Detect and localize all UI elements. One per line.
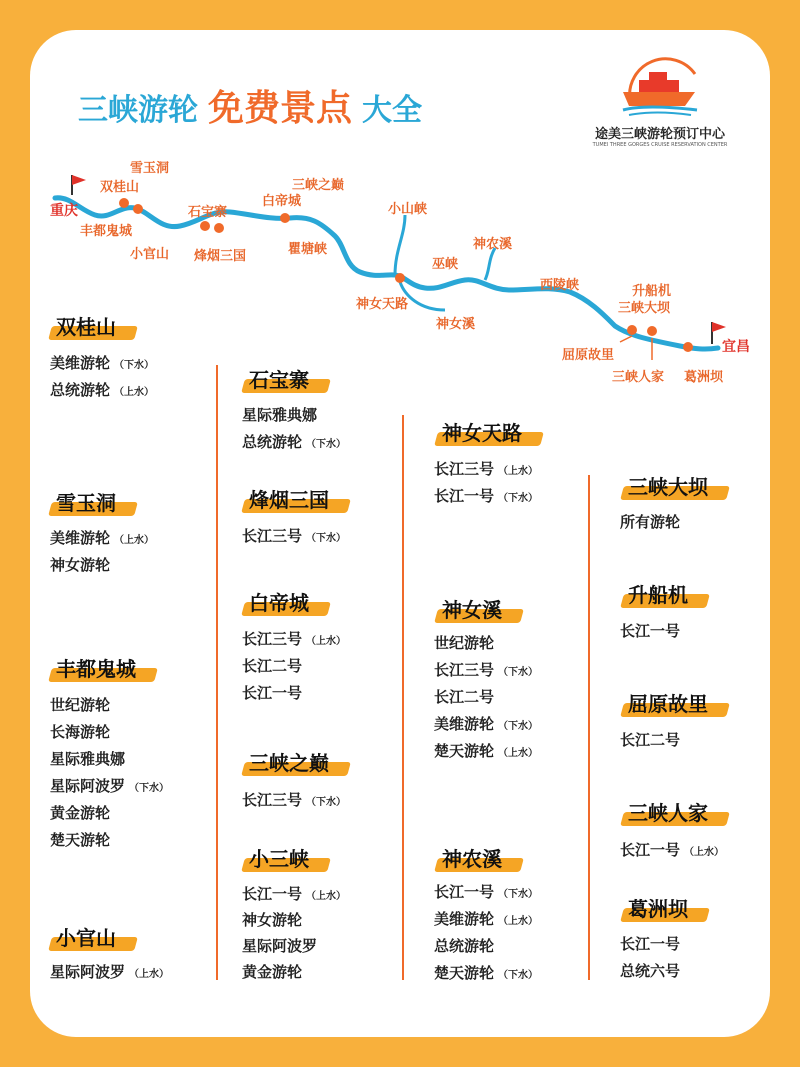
direction-note: （下水） bbox=[114, 360, 155, 371]
section-heading: 白帝城 bbox=[249, 587, 309, 616]
cruise-name: 长江一号 bbox=[434, 883, 495, 901]
cruise-name: 长江二号 bbox=[434, 688, 495, 706]
map-label: 瞿塘峡 bbox=[288, 242, 328, 257]
cruise-item bbox=[620, 960, 684, 981]
map-label: 三峡人家 bbox=[612, 370, 665, 385]
cruise-item bbox=[620, 729, 684, 750]
section-heading: 屈原故里 bbox=[628, 688, 708, 717]
map-label: 葛洲坝 bbox=[684, 370, 724, 385]
logo bbox=[592, 52, 728, 148]
cruise-name: 长江一号 bbox=[242, 684, 303, 702]
map-label: 神女天路 bbox=[356, 297, 409, 312]
direction-note: （下水） bbox=[498, 667, 539, 678]
map-label: 升船机 bbox=[632, 284, 672, 299]
cruise-item bbox=[242, 935, 321, 956]
section-heading: 升船机 bbox=[628, 579, 688, 608]
map-label: 烽烟三国 bbox=[194, 249, 247, 264]
cruise-name: 总统游轮 bbox=[50, 381, 111, 399]
cruise-name: 星际雅典娜 bbox=[242, 406, 318, 424]
cruise-name: 长江一号 bbox=[620, 622, 681, 640]
cruise-item bbox=[242, 628, 346, 649]
cruise-name: 世纪游轮 bbox=[50, 696, 111, 714]
cruise-name: 长江三号 bbox=[242, 527, 303, 545]
map-label: 小官山 bbox=[130, 247, 170, 262]
title-part1: 三峡游轮 bbox=[78, 93, 198, 128]
cruise-item bbox=[50, 748, 129, 769]
direction-note: （下水） bbox=[129, 783, 170, 794]
cruise-name: 美维游轮 bbox=[50, 354, 111, 372]
cruise-item bbox=[434, 713, 538, 734]
column-divider bbox=[402, 415, 404, 980]
cruise-name: 黄金游轮 bbox=[242, 963, 303, 981]
map-label: 三峡大坝 bbox=[618, 301, 671, 316]
cruise-item bbox=[620, 839, 724, 860]
cruise-item bbox=[434, 458, 538, 479]
cruise-name: 长江二号 bbox=[620, 731, 681, 749]
cruise-name: 长海游轮 bbox=[50, 723, 111, 741]
direction-note: （上水） bbox=[129, 969, 170, 980]
cruise-item bbox=[620, 620, 684, 641]
direction-note: （下水） bbox=[306, 797, 347, 808]
direction-note: （下水） bbox=[306, 439, 347, 450]
section-heading: 石宝寨 bbox=[249, 364, 309, 393]
cruise-name: 楚天游轮 bbox=[434, 964, 495, 982]
cruise-item bbox=[242, 789, 346, 810]
map-start-label: 重庆 bbox=[50, 203, 78, 219]
direction-note: （下水） bbox=[498, 970, 539, 981]
cruise-name: 神女游轮 bbox=[50, 556, 111, 574]
cruise-name: 长江三号 bbox=[434, 661, 495, 679]
direction-note: （上水） bbox=[684, 847, 725, 858]
cruise-item bbox=[434, 485, 538, 506]
direction-note: （上水） bbox=[114, 387, 155, 398]
direction-note: （上水） bbox=[498, 466, 539, 477]
section-heading: 神女天路 bbox=[442, 417, 522, 446]
map-label: 屈原故里 bbox=[562, 348, 615, 363]
cruise-item bbox=[620, 933, 684, 954]
cruise-name: 总统游轮 bbox=[434, 937, 495, 955]
map-label: 西陵峡 bbox=[540, 278, 580, 293]
map-label: 三峡之巅 bbox=[292, 178, 345, 193]
map-label: 石宝寨 bbox=[188, 205, 228, 220]
section-heading: 三峡之巅 bbox=[249, 747, 329, 776]
cruise-item bbox=[50, 694, 114, 715]
cruise-name: 总统游轮 bbox=[242, 433, 303, 451]
cruise-item bbox=[434, 881, 538, 902]
cruise-item bbox=[434, 962, 538, 983]
cruise-name: 黄金游轮 bbox=[50, 804, 111, 822]
section-heading: 三峡人家 bbox=[628, 797, 708, 826]
section-heading: 神农溪 bbox=[442, 843, 502, 872]
logo-name: 途美三峡游轮预订中心 bbox=[594, 127, 725, 142]
direction-note: （下水） bbox=[498, 721, 539, 732]
map-end-label: 宜昌 bbox=[722, 339, 750, 355]
cruise-name: 星际阿波罗 bbox=[50, 963, 126, 981]
cruise-name: 长江一号 bbox=[620, 841, 681, 859]
cruise-name: 星际阿波罗 bbox=[242, 937, 318, 955]
cruise-item bbox=[50, 721, 114, 742]
direction-note: （上水） bbox=[498, 916, 539, 927]
section-heading: 丰都鬼城 bbox=[56, 653, 136, 682]
cruise-item bbox=[434, 659, 538, 680]
map-label: 神农溪 bbox=[473, 237, 513, 252]
cruise-item bbox=[620, 511, 684, 532]
cruise-name: 长江三号 bbox=[434, 460, 495, 478]
cruise-item bbox=[50, 527, 154, 548]
cruise-name: 所有游轮 bbox=[620, 513, 681, 531]
cruise-item bbox=[242, 431, 346, 452]
section-heading: 小三峡 bbox=[249, 843, 309, 872]
cruise-item bbox=[242, 909, 306, 930]
cruise-name: 美维游轮 bbox=[50, 529, 111, 547]
cruise-name: 长江一号 bbox=[620, 935, 681, 953]
cruise-ship-logo-icon bbox=[615, 52, 705, 117]
cruise-name: 长江二号 bbox=[242, 657, 303, 675]
map-label: 白帝城 bbox=[262, 194, 302, 209]
cruise-item bbox=[434, 908, 538, 929]
cruise-name: 长江三号 bbox=[242, 630, 303, 648]
cruise-item bbox=[50, 775, 169, 796]
cruise-item bbox=[242, 883, 346, 904]
section-heading: 葛洲坝 bbox=[628, 893, 688, 922]
cruise-item bbox=[434, 686, 498, 707]
cruise-name: 神女游轮 bbox=[242, 911, 303, 929]
cruise-item bbox=[434, 935, 498, 956]
cruise-name: 长江一号 bbox=[242, 885, 303, 903]
section-heading: 小官山 bbox=[56, 922, 116, 951]
section-heading: 双桂山 bbox=[56, 311, 116, 340]
cruise-name: 楚天游轮 bbox=[434, 742, 495, 760]
cruise-item bbox=[242, 525, 346, 546]
section-heading: 三峡大坝 bbox=[628, 471, 708, 500]
title-part3: 大全 bbox=[362, 93, 423, 128]
map-label: 小山峡 bbox=[388, 202, 428, 217]
logo-subtitle: TUMEI THREE GORGES CRUISE RESERVATION CENTER bbox=[592, 142, 728, 148]
cruise-name: 世纪游轮 bbox=[434, 634, 495, 652]
map-label: 双桂山 bbox=[100, 180, 140, 195]
cruise-item bbox=[50, 802, 114, 823]
direction-note: （上水） bbox=[114, 535, 155, 546]
direction-note: （下水） bbox=[306, 533, 347, 544]
cruise-item bbox=[50, 379, 154, 400]
direction-note: （下水） bbox=[498, 493, 539, 504]
map-label: 雪玉洞 bbox=[130, 161, 170, 176]
cruise-item bbox=[242, 655, 306, 676]
title-part2: 免费景点 bbox=[208, 88, 353, 129]
cruise-item bbox=[50, 554, 114, 575]
cruise-item bbox=[242, 961, 306, 982]
cruise-item bbox=[434, 632, 498, 653]
section-heading: 雪玉洞 bbox=[56, 487, 116, 516]
cruise-name: 长江一号 bbox=[434, 487, 495, 505]
cruise-name: 星际雅典娜 bbox=[50, 750, 126, 768]
cruise-name: 总统六号 bbox=[620, 962, 681, 980]
direction-note: （上水） bbox=[306, 636, 347, 647]
map-label: 丰都鬼城 bbox=[80, 224, 133, 239]
cruise-item bbox=[242, 404, 321, 425]
poster-title bbox=[78, 80, 422, 131]
column-divider bbox=[216, 365, 218, 980]
map-label: 神女溪 bbox=[436, 317, 476, 332]
cruise-item bbox=[50, 352, 154, 373]
map-label: 巫峡 bbox=[432, 257, 459, 272]
cruise-name: 星际阿波罗 bbox=[50, 777, 126, 795]
direction-note: （下水） bbox=[498, 889, 539, 900]
cruise-name: 美维游轮 bbox=[434, 910, 495, 928]
column-divider bbox=[588, 475, 590, 980]
cruise-name: 美维游轮 bbox=[434, 715, 495, 733]
cruise-name: 长江三号 bbox=[242, 791, 303, 809]
cruise-item bbox=[50, 961, 169, 982]
direction-note: （上水） bbox=[498, 748, 539, 759]
cruise-item bbox=[242, 682, 306, 703]
cruise-name: 楚天游轮 bbox=[50, 831, 111, 849]
section-heading: 烽烟三国 bbox=[249, 484, 329, 513]
section-heading: 神女溪 bbox=[442, 594, 502, 623]
cruise-item bbox=[434, 740, 538, 761]
direction-note: （上水） bbox=[306, 891, 347, 902]
cruise-item bbox=[50, 829, 114, 850]
